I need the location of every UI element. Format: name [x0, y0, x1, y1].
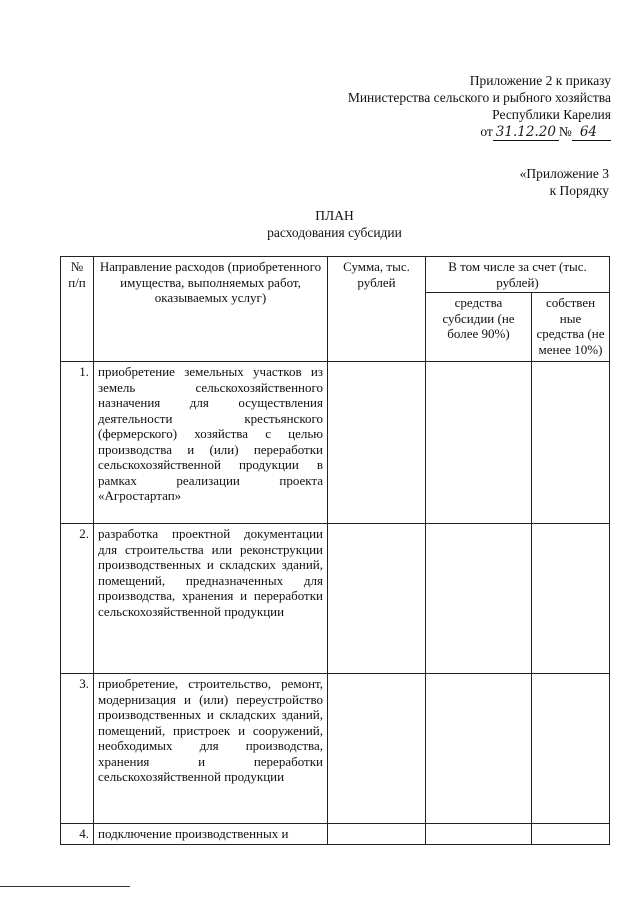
- row-sum-cell: [328, 362, 426, 524]
- number-sign: №: [558, 124, 572, 139]
- title-main: ПЛАН: [315, 208, 354, 223]
- header-subsidy: средства субсидии (не более 90%): [426, 293, 532, 362]
- row-subsidy-cell: [426, 524, 532, 674]
- row-number: 1.: [61, 362, 94, 524]
- row-sum-cell: [328, 524, 426, 674]
- header-sum: Сумма, тыс. рублей: [328, 257, 426, 362]
- table-row: [61, 362, 610, 524]
- number-value: 64: [572, 124, 611, 141]
- annex-block: [348, 72, 611, 141]
- row-own-cell: [532, 824, 610, 845]
- annex-line-1: Приложение 2 к приказу: [469, 73, 611, 88]
- title-sub: расходования субсидии: [267, 225, 402, 240]
- row-number: 3.: [61, 674, 94, 824]
- row-number: 2.: [61, 524, 94, 674]
- row-subsidy-cell: [426, 824, 532, 845]
- annex3-block: [520, 165, 609, 199]
- annex3-line-2: к Порядку: [549, 183, 609, 198]
- row-description: приобретение, строительство, ремонт, модернизация и (или) переустройство производственных и складских зданий, помещений, пристроек и сооружений, необходимых для производства, хранения и переработки сельскохозяйственной продукции: [94, 674, 328, 824]
- annex3-line-1: «Приложение 3: [519, 166, 609, 181]
- annex-line-2: Министерства сельского и рыбного хозяйства: [347, 90, 611, 105]
- row-number: 4.: [61, 824, 94, 845]
- date-prefix: от: [480, 124, 493, 139]
- row-description: приобретение земельных участков из земель сельскохозяйственного назначения для осуществления деятельности крестьянского (фермерского) хозяйства с целью производства и (или) переработки сельскохозяйственной продукции в рамках реализации проекта «Агростартап»: [94, 362, 328, 524]
- header-own: собствен ные средства (не менее 10%): [532, 293, 610, 362]
- row-subsidy-cell: [426, 674, 532, 824]
- footnote-divider: [0, 886, 130, 887]
- table-header-row: [61, 257, 610, 293]
- row-own-cell: [532, 524, 610, 674]
- annex-line-3: Республики Карелия: [492, 107, 611, 122]
- table-row: [61, 674, 610, 824]
- row-description: разработка проектной документации для строительства или реконструкции производственных и складских зданий, помещений, предназначенных для производства, хранения и переработки сельскохозяйственной продукции: [94, 524, 328, 674]
- header-direction: Направление расходов (приобретенного имущества, выполняемых работ, оказываемых услуг): [94, 257, 328, 362]
- row-own-cell: [532, 362, 610, 524]
- row-description: подключение производственных и: [94, 824, 328, 845]
- header-including: В том числе за счет (тыс. рублей): [426, 257, 610, 293]
- table-row: [61, 524, 610, 674]
- row-own-cell: [532, 674, 610, 824]
- row-sum-cell: [328, 824, 426, 845]
- annex-date-line: [480, 123, 611, 141]
- row-subsidy-cell: [426, 362, 532, 524]
- header-num: № п/п: [61, 257, 94, 362]
- row-sum-cell: [328, 674, 426, 824]
- expense-plan-table: [60, 256, 610, 845]
- document-title: [0, 207, 639, 241]
- date-value: 31.12.20: [493, 124, 559, 141]
- table-row: [61, 824, 610, 845]
